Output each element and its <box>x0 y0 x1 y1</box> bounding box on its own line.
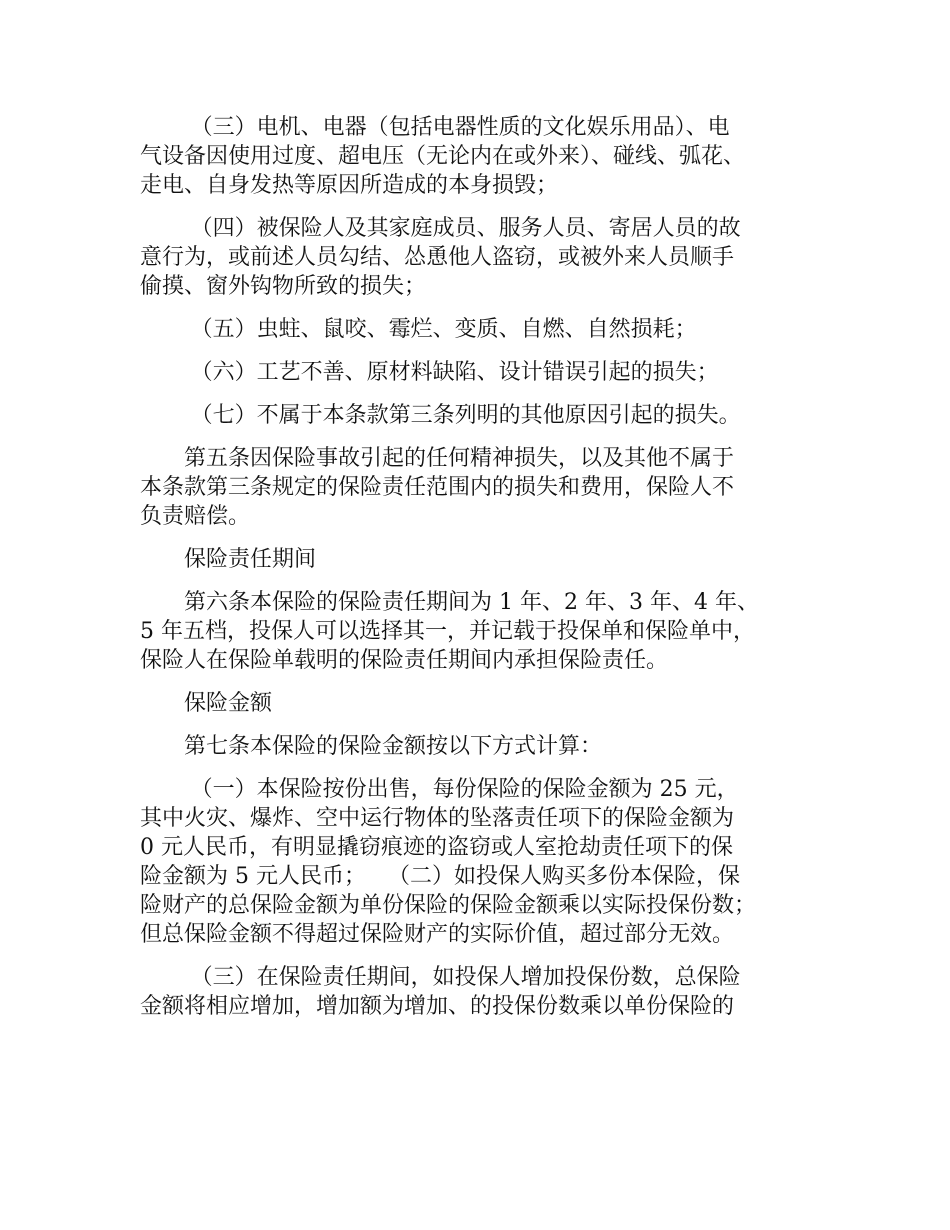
article-6 <box>140 588 830 675</box>
text-line: （三）在保险责任期间，如投保人增加投保份数，总保险 <box>190 965 741 990</box>
text-line: 气设备因使用过度、超电压（无论内在或外来）、碰线、弧花、 <box>140 144 746 169</box>
text-line: 5 年五档，投保人可以选择其一，并记载于投保单和保险单中， <box>140 619 755 644</box>
text-line: 0 元人民币，有明显撬窃痕迹的盗窃或人室抢劫责任项下的保 <box>140 835 733 860</box>
section-heading-amount <box>140 689 830 718</box>
text-line: 其中火灾、爆炸、空中运行物体的坠落责任项下的保险金额为 <box>140 806 735 831</box>
text-line: （一）本保险按份出售，每份保险的保险金额为 25 元， <box>190 777 739 802</box>
text-line: 本条款第三条规定的保险责任范围内的损失和费用，保险人不 <box>140 475 735 500</box>
text-line: 走电、自身发热等原因所造成的本身损毁； <box>140 173 559 198</box>
text-line: 险金额为 5 元人民币； （二）如投保人购买多份本保险，保 <box>140 864 740 889</box>
section-heading-period <box>140 545 830 574</box>
text-line: （七）不属于本条款第三条列明的其他原因引起的损失。 <box>190 403 741 428</box>
text-line: 偷摸、窗外钩物所致的损失； <box>140 274 427 299</box>
document-body <box>140 113 830 1035</box>
text-line: 第六条本保险的保险责任期间为 1 年、2 年、3 年、4 年、 <box>184 590 759 615</box>
text-line: （五）虫蛀、鼠咬、霉烂、变质、自燃、自然损耗； <box>190 317 697 342</box>
text-line: 金额将相应增加，增加额为增加、的投保份数乘以单份保险的 <box>140 994 735 1019</box>
clause-item-7 <box>140 401 830 430</box>
clause-item-6 <box>140 358 830 387</box>
clause-item-3 <box>140 113 830 200</box>
article-5 <box>140 444 830 531</box>
text-line: 第七条本保险的保险金额按以下方式计算： <box>184 734 603 759</box>
amount-clause-3 <box>140 963 830 1021</box>
text-line: （四）被保险人及其家庭成员、服务人员、寄居人员的故 <box>190 216 741 241</box>
text-line: 意行为，或前述人员勾结、怂恿他人盗窃，或被外来人员顺手 <box>140 245 735 270</box>
heading-text: 保险金额 <box>184 691 273 716</box>
text-line: （六）工艺不善、原材料缺陷、设计错误引起的损失； <box>190 360 719 385</box>
text-line: （三）电机、电器（包括电器性质的文化娱乐用品）、电 <box>190 115 730 140</box>
amount-clauses-1-2 <box>140 775 830 949</box>
text-line: 险财产的总保险金额为单份保险的保险金额乘以实际投保份数； <box>140 893 757 918</box>
article-7 <box>140 732 830 761</box>
text-line: 保险人在保险单载明的保险责任期间内承担保险责任。 <box>140 648 669 673</box>
text-line: 但总保险金额不得超过保险财产的实际价值，超过部分无效。 <box>140 922 735 947</box>
text-line: 第五条因保险事故引起的任何精神损失，以及其他不属于 <box>184 446 735 471</box>
text-line: 负责赔偿。 <box>140 504 251 529</box>
clause-item-4 <box>140 214 830 301</box>
clause-item-5 <box>140 315 830 344</box>
heading-text: 保险责任期间 <box>184 547 317 572</box>
